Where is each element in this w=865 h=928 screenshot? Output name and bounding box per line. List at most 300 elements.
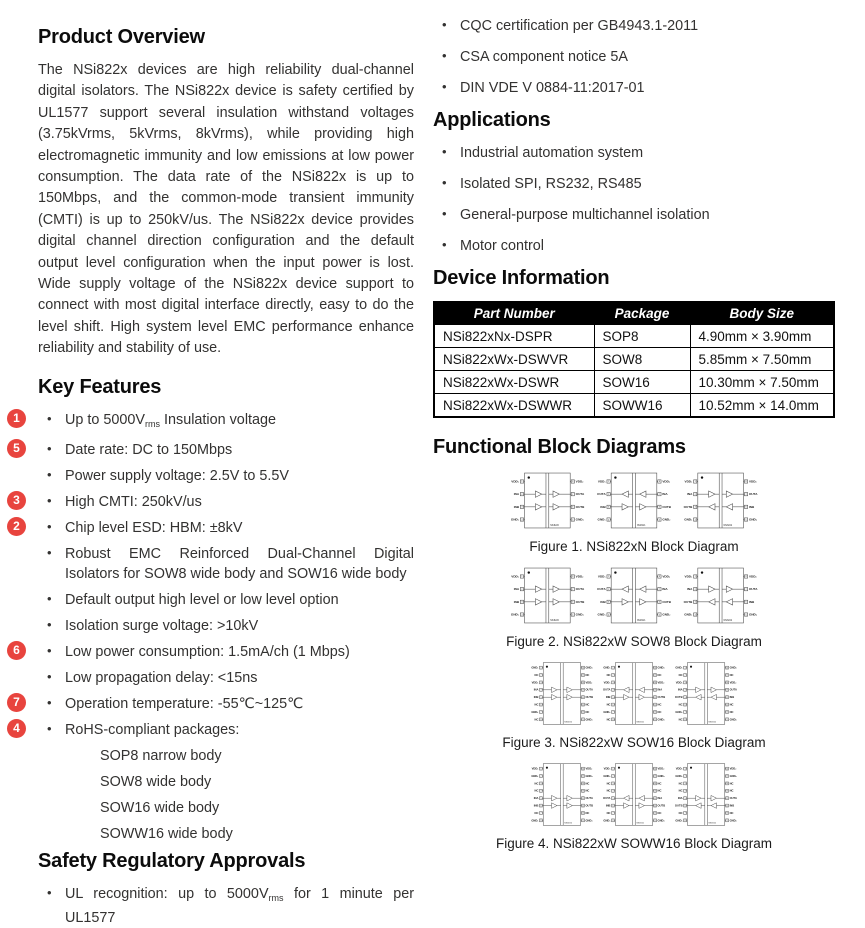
svg-text:14: 14 [726, 783, 729, 786]
svg-text:OUTA: OUTA [603, 688, 611, 692]
svg-text:3: 3 [521, 506, 523, 509]
svg-text:8: 8 [572, 481, 574, 484]
item-text: Isolated SPI, RS232, RS485 [460, 176, 642, 192]
section-title-safety-regulatory-approvals: Safety Regulatory Approvals [38, 849, 306, 872]
svg-text:2: 2 [540, 674, 542, 677]
svg-text:2: 2 [684, 674, 686, 677]
bullet-marker: • [47, 668, 52, 684]
svg-text:OUTB: OUTB [575, 599, 585, 604]
svg-text:8: 8 [612, 820, 614, 823]
package-option: SOWW16 wide body [100, 825, 233, 842]
svg-text:NC: NC [678, 718, 683, 722]
svg-text:OUTA: OUTA [575, 492, 585, 497]
svg-text:16: 16 [581, 667, 584, 670]
svg-text:13: 13 [726, 689, 729, 692]
svg-text:11: 11 [654, 805, 656, 808]
table-row [434, 348, 834, 371]
svg-text:15: 15 [726, 674, 729, 677]
svg-text:INB: INB [533, 804, 539, 808]
svg-text:OUTA: OUTA [597, 587, 606, 592]
svg-text:OUTB: OUTB [674, 696, 683, 700]
svg-text:13: 13 [581, 790, 584, 793]
safety-item [38, 884, 414, 928]
svg-text:NSi8221: NSi8221 [636, 525, 646, 528]
svg-text:6: 6 [658, 506, 660, 509]
svg-text:4: 4 [608, 614, 610, 617]
item-text: Low propagation delay: <15ns [65, 669, 258, 686]
item-text: General-purpose multichannel isolation [460, 207, 710, 223]
table-cell: 10.52mm × 14.0mm [690, 394, 834, 418]
svg-text:11: 11 [582, 805, 584, 808]
svg-text:6: 6 [684, 704, 686, 707]
svg-text:NC: NC [729, 789, 734, 793]
svg-text:GND₂: GND₂ [729, 774, 737, 778]
svg-text:VDD₂: VDD₂ [585, 681, 593, 685]
svg-text:5: 5 [684, 696, 686, 699]
svg-text:8: 8 [540, 820, 542, 823]
svg-text:NC: NC [606, 789, 611, 793]
svg-text:GND₁: GND₁ [675, 774, 683, 778]
feature-item [38, 616, 414, 636]
svg-text:14: 14 [581, 783, 584, 786]
svg-text:NC: NC [657, 782, 662, 786]
feature-item [13, 642, 414, 662]
svg-text:14: 14 [726, 682, 729, 685]
svg-text:6: 6 [572, 506, 574, 509]
svg-text:3: 3 [540, 682, 542, 685]
svg-text:7: 7 [572, 588, 574, 591]
svg-text:INA: INA [687, 587, 693, 592]
bullet-marker: • [442, 144, 447, 159]
svg-text:GND₁: GND₁ [675, 710, 683, 714]
svg-text:GND₁: GND₁ [675, 819, 683, 823]
key-features-list [13, 410, 414, 844]
svg-text:7: 7 [540, 812, 542, 815]
feature-item [13, 720, 414, 844]
package-option: SOP8 narrow body [100, 747, 222, 764]
svg-text:OUTB: OUTB [662, 599, 672, 604]
svg-text:5: 5 [684, 797, 686, 800]
svg-text:VDD₂: VDD₂ [748, 479, 757, 484]
svg-text:VDD₁: VDD₁ [603, 681, 611, 685]
table-header-cell: Body Size [690, 302, 834, 325]
svg-text:INB: INB [513, 599, 520, 604]
svg-text:10: 10 [581, 711, 584, 714]
figure-caption: Figure 2. NSi822xW SOW8 Block Diagram [506, 634, 762, 649]
section-title-functional-block-diagrams: Functional Block Diagrams [433, 436, 686, 458]
item-text: CQC certification per GB4943.1-2011 [460, 18, 699, 34]
svg-text:NSi8222: NSi8222 [708, 721, 717, 724]
item-text: Motor control [460, 238, 544, 254]
annotation-badge: 4 [7, 719, 26, 738]
table-cell: NSi822xWx-DSWVR [434, 348, 594, 371]
svg-text:5: 5 [612, 797, 614, 800]
svg-text:8: 8 [745, 576, 747, 579]
svg-text:5: 5 [745, 614, 747, 617]
svg-text:VDD₁: VDD₁ [675, 767, 683, 771]
feature-item [38, 590, 414, 610]
svg-text:INB: INB [748, 599, 755, 604]
table-cell: SOWW16 [594, 394, 690, 418]
bullet-marker: • [47, 518, 52, 534]
svg-text:4: 4 [694, 614, 696, 617]
svg-text:9: 9 [582, 719, 584, 722]
svg-text:OUTB: OUTB [575, 504, 585, 509]
svg-text:2: 2 [540, 775, 542, 778]
table-header-cell: Package [594, 302, 690, 325]
svg-text:NC: NC [657, 710, 662, 714]
svg-text:2: 2 [694, 493, 696, 496]
svg-text:VDD₂: VDD₂ [662, 574, 671, 579]
svg-text:2: 2 [521, 493, 523, 496]
table-body [434, 325, 834, 418]
subscript-text: rms [145, 418, 161, 429]
svg-text:15: 15 [654, 775, 656, 778]
svg-text:5: 5 [658, 614, 660, 617]
feature-item [38, 466, 414, 486]
table-row [434, 325, 834, 348]
svg-text:3: 3 [684, 682, 686, 685]
item-text: Robust EMC Reinforced Dual-Channel Digital Isolators for SOW8 wide body and SOW16 wide body [65, 545, 414, 582]
svg-text:6: 6 [540, 805, 542, 808]
svg-text:NSi8220: NSi8220 [550, 620, 559, 623]
svg-text:NC: NC [534, 782, 539, 786]
bullet-marker: • [442, 237, 447, 252]
item-text: High CMTI: 250kV/us [65, 493, 202, 510]
svg-text:GND₂: GND₂ [657, 774, 665, 778]
svg-text:6: 6 [612, 805, 614, 808]
svg-text:2: 2 [608, 588, 610, 591]
svg-text:13: 13 [654, 689, 656, 692]
bullet-marker: • [442, 48, 447, 63]
svg-text:INA: INA [687, 492, 693, 497]
svg-text:OUTB: OUTB [657, 804, 666, 808]
item-text: Isolation surge voltage: >10kV [65, 617, 259, 634]
svg-text:3: 3 [612, 783, 614, 786]
svg-text:15: 15 [654, 674, 656, 677]
svg-text:NC: NC [606, 811, 611, 815]
svg-text:2: 2 [608, 493, 610, 496]
svg-text:GND₂: GND₂ [729, 666, 737, 670]
item-text: CSA component notice 5A [460, 49, 628, 65]
svg-text:4: 4 [612, 790, 614, 793]
svg-text:1: 1 [540, 667, 542, 670]
svg-text:1: 1 [521, 576, 523, 579]
feature-item [13, 694, 414, 714]
svg-text:NC: NC [585, 811, 590, 815]
svg-text:8: 8 [612, 719, 614, 722]
svg-text:VDD₁: VDD₁ [597, 574, 606, 579]
svg-text:GND₂: GND₂ [662, 517, 671, 522]
svg-text:INB: INB [513, 504, 520, 509]
svg-text:3: 3 [608, 506, 610, 509]
svg-text:4: 4 [612, 689, 614, 692]
svg-text:OUTA: OUTA [575, 587, 585, 592]
svg-text:13: 13 [654, 790, 656, 793]
svg-text:OUTA: OUTA [748, 492, 758, 497]
figure-caption: Figure 4. NSi822xW SOWW16 Block Diagram [495, 836, 773, 851]
svg-text:NC: NC [534, 718, 539, 722]
svg-text:2: 2 [612, 775, 614, 778]
svg-text:5: 5 [540, 797, 542, 800]
package-option: SOW8 wide body [100, 773, 212, 790]
item-text: Chip level ESD: HBM: ±8kV [65, 519, 243, 536]
svg-text:NC: NC [657, 789, 662, 793]
certifications-list [433, 16, 835, 98]
svg-text:NC: NC [606, 718, 611, 722]
figure-1 [433, 470, 835, 554]
svg-text:7: 7 [658, 493, 660, 496]
application-item [433, 143, 835, 163]
svg-text:GND₁: GND₁ [531, 774, 539, 778]
svg-text:VDD₂: VDD₂ [575, 574, 584, 579]
svg-text:NC: NC [729, 673, 734, 677]
svg-text:NC: NC [606, 782, 611, 786]
svg-text:8: 8 [540, 719, 542, 722]
svg-text:GND₂: GND₂ [657, 718, 665, 722]
svg-text:7: 7 [572, 493, 574, 496]
svg-text:7: 7 [745, 493, 747, 496]
svg-text:NC: NC [729, 811, 734, 815]
svg-text:3: 3 [540, 783, 542, 786]
feature-item [38, 544, 414, 584]
svg-text:GND₁: GND₁ [510, 612, 520, 617]
left-column [13, 26, 414, 928]
table-cell: 10.30mm × 7.50mm [690, 371, 834, 394]
feature-item [13, 410, 414, 434]
svg-text:7: 7 [612, 711, 614, 714]
bullet-marker: • [47, 466, 52, 482]
svg-text:6: 6 [745, 506, 747, 509]
subscript-text: rms [268, 892, 284, 903]
item-text: Industrial automation system [460, 145, 644, 161]
svg-text:INB: INB [729, 696, 735, 700]
svg-text:INB: INB [605, 804, 611, 808]
svg-text:11: 11 [726, 805, 728, 808]
svg-text:5: 5 [612, 696, 614, 699]
svg-text:INA: INA [677, 688, 683, 692]
svg-text:4: 4 [684, 689, 686, 692]
svg-text:NC: NC [678, 673, 683, 677]
svg-text:8: 8 [745, 481, 747, 484]
svg-text:7: 7 [612, 812, 614, 815]
svg-text:14: 14 [654, 682, 656, 685]
svg-text:INA: INA [657, 797, 663, 801]
annotation-badge: 1 [7, 409, 26, 428]
svg-text:VDD₂: VDD₂ [748, 574, 757, 579]
svg-text:1: 1 [521, 481, 523, 484]
feature-item [13, 440, 414, 460]
svg-text:OUTB: OUTB [585, 804, 594, 808]
svg-text:GND₁: GND₁ [597, 612, 606, 617]
svg-text:5: 5 [572, 614, 574, 617]
svg-text:OUTA: OUTA [603, 797, 611, 801]
bullet-marker: • [442, 17, 447, 32]
section-title-applications: Applications [433, 109, 551, 131]
svg-text:NC: NC [678, 782, 683, 786]
svg-text:1: 1 [694, 576, 696, 579]
svg-text:GND₂: GND₂ [729, 819, 737, 823]
figure-caption: Figure 3. NSi822xW SOW16 Block Diagram [502, 735, 766, 750]
bullet-marker: • [47, 884, 52, 900]
svg-text:1: 1 [612, 667, 614, 670]
annotation-badge: 3 [7, 491, 26, 510]
svg-text:15: 15 [726, 775, 729, 778]
section-title-device-information: Device Information [433, 267, 610, 289]
svg-text:OUTB: OUTB [657, 696, 666, 700]
block-diagram-figures [433, 470, 835, 851]
svg-text:NC: NC [585, 789, 590, 793]
bullet-marker: • [47, 590, 52, 606]
svg-text:VDD₁: VDD₁ [684, 479, 693, 484]
svg-text:4: 4 [521, 519, 523, 522]
svg-text:12: 12 [581, 797, 584, 800]
svg-text:OUTB: OUTB [674, 804, 683, 808]
svg-text:16: 16 [581, 768, 584, 771]
svg-text:1: 1 [694, 481, 696, 484]
svg-text:OUTA: OUTA [729, 797, 737, 801]
figure-3 [433, 660, 835, 750]
svg-text:VDD₂: VDD₂ [657, 681, 665, 685]
item-text: Insulation voltage [160, 411, 277, 428]
svg-text:2: 2 [694, 588, 696, 591]
table-row [434, 394, 834, 418]
svg-text:VDD₂: VDD₂ [585, 767, 593, 771]
svg-text:8: 8 [684, 820, 686, 823]
svg-text:VDD₂: VDD₂ [575, 479, 584, 484]
svg-text:3: 3 [684, 783, 686, 786]
svg-text:6: 6 [658, 601, 660, 604]
svg-text:NC: NC [585, 710, 590, 714]
item-text: Up to 5000V [65, 411, 146, 428]
svg-text:5: 5 [658, 519, 660, 522]
annotation-badge: 5 [7, 439, 26, 458]
svg-text:8: 8 [658, 576, 660, 579]
svg-text:10: 10 [581, 812, 584, 815]
svg-text:INB: INB [605, 696, 611, 700]
svg-text:6: 6 [745, 601, 747, 604]
svg-text:4: 4 [694, 519, 696, 522]
feature-item [38, 668, 414, 688]
table-row [434, 302, 834, 325]
svg-text:6: 6 [540, 704, 542, 707]
svg-text:GND₁: GND₁ [603, 774, 611, 778]
table-header-row [434, 302, 834, 325]
svg-text:NC: NC [606, 673, 611, 677]
svg-text:INA: INA [513, 492, 520, 497]
svg-text:12: 12 [654, 797, 656, 800]
item-text: Operation temperature: -55℃~125℃ [65, 695, 304, 712]
table-row [434, 371, 834, 394]
svg-text:5: 5 [572, 519, 574, 522]
svg-text:NSi8220: NSi8220 [550, 525, 559, 528]
svg-text:GND₁: GND₁ [603, 819, 611, 823]
applications-list [433, 143, 835, 256]
svg-text:6: 6 [612, 704, 614, 707]
figure-caption: Figure 1. NSi822xN Block Diagram [529, 539, 739, 554]
table-cell: 5.85mm × 7.50mm [690, 348, 834, 371]
svg-text:OUTB: OUTB [683, 599, 693, 604]
certification-item [433, 47, 835, 67]
svg-text:1: 1 [684, 667, 686, 670]
svg-text:GND₂: GND₂ [657, 666, 665, 670]
table-cell: NSi822xNx-DSPR [434, 325, 594, 348]
svg-text:NC: NC [729, 710, 734, 714]
figure-4 [433, 761, 835, 851]
table-header-cell: Part Number [434, 302, 594, 325]
svg-text:INB: INB [600, 504, 606, 509]
svg-text:3: 3 [521, 601, 523, 604]
svg-text:3: 3 [608, 601, 610, 604]
svg-text:8: 8 [658, 481, 660, 484]
svg-text:GND₂: GND₂ [748, 612, 758, 617]
svg-text:GND₁: GND₁ [531, 666, 539, 670]
bullet-marker: • [47, 616, 52, 632]
svg-text:NSi8220: NSi8220 [564, 822, 572, 825]
svg-text:4: 4 [521, 614, 523, 617]
svg-text:INB: INB [729, 804, 735, 808]
svg-text:GND₁: GND₁ [531, 710, 539, 714]
bullet-marker: • [442, 79, 447, 94]
svg-text:INB: INB [533, 696, 539, 700]
table-cell: NSi822xWx-DSWR [434, 371, 594, 394]
svg-text:NC: NC [657, 811, 662, 815]
svg-text:16: 16 [726, 768, 729, 771]
svg-text:NSi8220: NSi8220 [564, 721, 572, 724]
table-cell: SOP8 [594, 325, 690, 348]
svg-text:OUTB: OUTB [585, 696, 594, 700]
svg-text:11: 11 [654, 704, 656, 707]
svg-text:INA: INA [662, 492, 668, 497]
svg-text:11: 11 [582, 704, 584, 707]
bullet-marker: • [47, 492, 52, 508]
svg-text:13: 13 [726, 790, 729, 793]
svg-text:GND₁: GND₁ [675, 666, 683, 670]
svg-text:VDD₁: VDD₁ [603, 767, 611, 771]
svg-text:1: 1 [608, 481, 610, 484]
svg-text:16: 16 [654, 667, 656, 670]
svg-text:10: 10 [726, 711, 729, 714]
svg-text:OUTA: OUTA [729, 688, 737, 692]
certification-item [433, 78, 835, 98]
block-diagram-sow8 [503, 565, 765, 626]
svg-text:4: 4 [684, 790, 686, 793]
svg-text:NSi8221: NSi8221 [636, 620, 646, 623]
annotation-badge: 2 [7, 517, 26, 536]
svg-text:GND₂: GND₂ [575, 612, 584, 617]
item-text: DIN VDE V 0884-11:2017-01 [460, 80, 645, 96]
svg-text:NC: NC [534, 789, 539, 793]
figure-2 [433, 565, 835, 649]
svg-text:16: 16 [654, 768, 656, 771]
svg-text:VDD₁: VDD₁ [531, 767, 539, 771]
feature-item [13, 518, 414, 538]
annotation-badge: 7 [7, 693, 26, 712]
svg-text:OUTA: OUTA [585, 688, 593, 692]
svg-text:OUTB: OUTB [683, 504, 693, 509]
svg-text:INA: INA [677, 797, 683, 801]
svg-text:10: 10 [726, 812, 729, 815]
feature-item [13, 492, 414, 512]
annotation-badge: 6 [7, 641, 26, 660]
svg-text:9: 9 [726, 820, 728, 823]
svg-text:7: 7 [745, 588, 747, 591]
bullet-marker: • [47, 544, 52, 560]
svg-text:OUTB: OUTB [662, 504, 672, 509]
svg-text:VDD₂: VDD₂ [729, 767, 737, 771]
bullet-marker: • [47, 642, 52, 658]
svg-text:GND₂: GND₂ [585, 774, 593, 778]
